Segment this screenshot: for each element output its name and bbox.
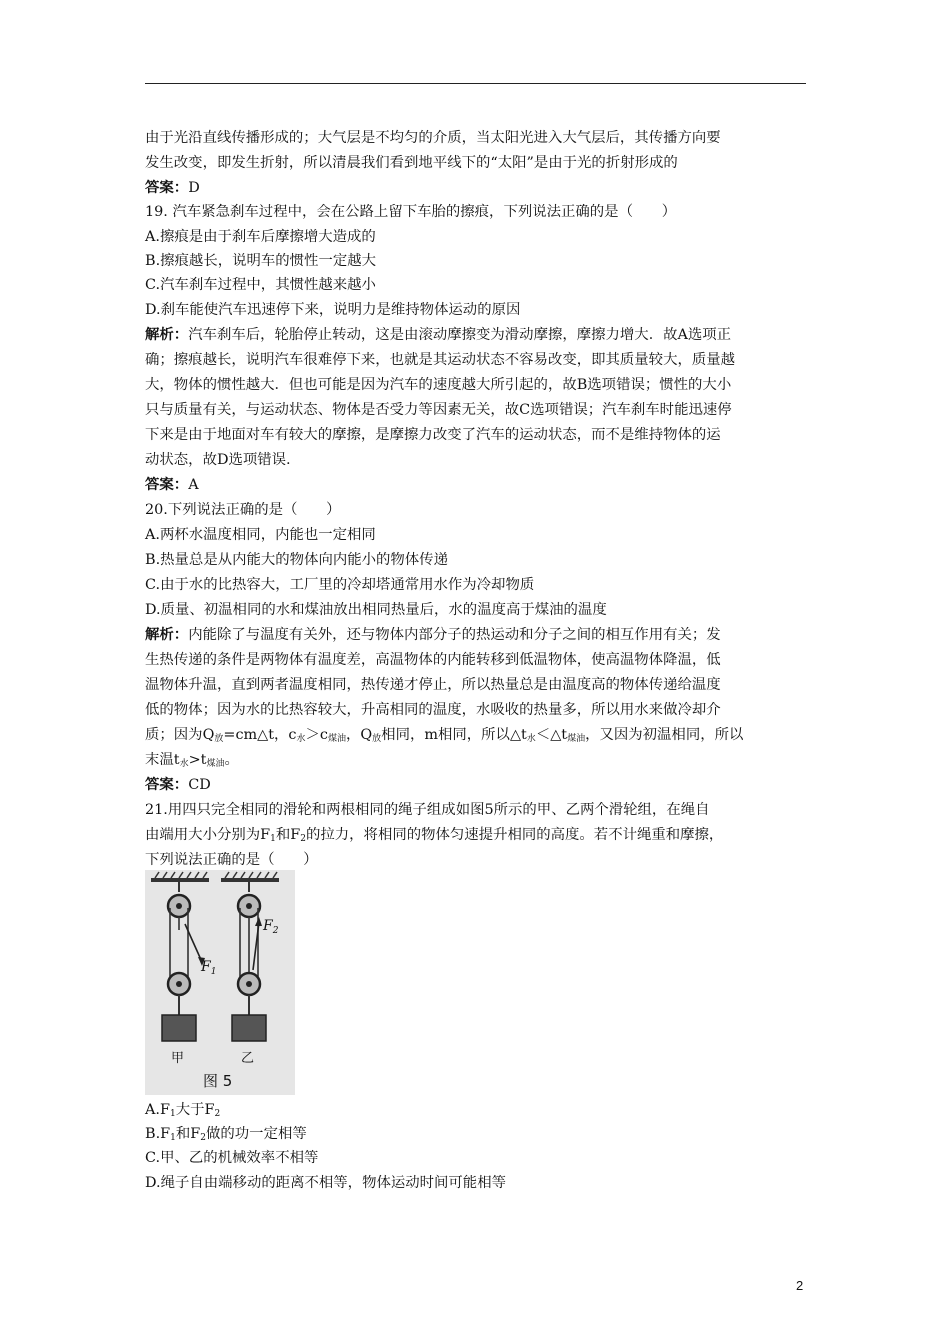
- line-text: C.由于水的比热容大，工厂里的冷却塔通常用水作为冷却物质: [145, 577, 535, 593]
- text-line: [145, 202, 810, 222]
- text-line: [145, 700, 810, 720]
- line-text: A.两杯水温度相同，内能也一定相同: [145, 527, 376, 543]
- labeled-line: [145, 325, 810, 345]
- subscript: 煤油: [206, 759, 225, 769]
- subscript: 2: [214, 1109, 221, 1119]
- line-text: 由于光沿直线传播形成的；大气层是不均匀的介质，当太阳光进入大气层后，其传播方向要: [145, 130, 721, 146]
- text-run: 和F: [175, 1126, 201, 1142]
- line-text: D.刹车能使汽车迅速停下来，说明力是维持物体运动的原因: [145, 302, 521, 318]
- label-yi: 乙: [241, 1051, 255, 1066]
- text-run: =cm△t，c: [223, 727, 297, 743]
- header-rule: [145, 83, 806, 84]
- option-21-a: [145, 1100, 810, 1124]
- text-run: ，又因为初温相同，所以: [585, 727, 744, 743]
- text-line: [145, 300, 810, 320]
- text-run: ＞c: [305, 727, 328, 743]
- subscript: 煤油: [567, 734, 586, 744]
- line-text: A: [188, 477, 199, 493]
- answer-20: [145, 775, 810, 795]
- q21-line-3: [145, 850, 810, 870]
- text-line: [145, 227, 810, 247]
- line-label: 解析：: [145, 327, 189, 343]
- line-text: 内能除了与温度有关外，还与物体内部分子的热运动和分子之间的相互作用有关；发: [188, 627, 721, 643]
- text-run: D.绳子自由端移动的距离不相等，物体运动时间可能相等: [145, 1175, 506, 1191]
- line-text: B.热量总是从内能大的物体向内能小的物体传递: [145, 552, 448, 568]
- q21-line-1: [145, 800, 810, 820]
- label-f1: $F_1$: [201, 959, 217, 977]
- line-text: 发生改变，即发生折射，所以清晨我们看到地平线下的“太阳”是由于光的折射形成的: [145, 155, 678, 171]
- text-line: [145, 153, 810, 173]
- labeled-line: [145, 475, 810, 495]
- formula-line-2: [145, 750, 810, 774]
- text-run: 做的功一定相等: [206, 1126, 307, 1142]
- text-line: [145, 425, 810, 445]
- subscript: 2: [200, 1133, 206, 1143]
- line-label: 答案：: [145, 477, 189, 493]
- text-run: 末温t: [145, 752, 180, 768]
- text-run: 21.用四只完全相同的滑轮和两根相同的绳子组成如图5所示的甲、乙两个滑轮组，在绳自: [145, 802, 710, 818]
- subscript: 1: [170, 1133, 176, 1143]
- text-line: [145, 251, 810, 271]
- subscript: 水: [526, 734, 536, 744]
- pulley-diagram: [145, 870, 295, 1095]
- page-number: 2: [796, 1278, 804, 1293]
- line-text: 大，物体的惯性越大．但也可能是因为汽车的速度越大所引起的，故B选项错误；惯性的大小: [145, 377, 732, 393]
- line-text: 确；擦痕越长，说明汽车很难停下来，也就是其运动状态不容易改变，即其质量较大，质量越: [145, 352, 736, 368]
- load-block-jia: [162, 1015, 196, 1041]
- text-run: C.甲、乙的机械效率不相等: [145, 1150, 319, 1166]
- line-label: 解析：: [145, 627, 189, 643]
- answer-label: 答案：: [145, 777, 189, 793]
- subscript: 煤油: [327, 734, 346, 744]
- text-run: >t: [188, 752, 207, 768]
- text-line: [145, 575, 810, 595]
- text-run: 相同，m相同，所以△t: [381, 727, 527, 743]
- line-text: C.汽车刹车过程中，其惯性越来越小: [145, 277, 376, 293]
- formula-line-1: [145, 725, 810, 749]
- text-run: 和F: [275, 827, 301, 843]
- text-line: [145, 675, 810, 695]
- line-text: B.擦痕越长，说明车的惯性一定越大: [145, 253, 377, 269]
- answer-value: CD: [188, 777, 211, 793]
- text-line: [145, 500, 810, 520]
- line-text: 20.下列说法正确的是（ ）: [145, 502, 341, 518]
- text-run: B.F: [145, 1126, 171, 1142]
- pulley-figure: [145, 870, 295, 1095]
- text-line: [145, 400, 810, 420]
- figure-caption: 图 5: [203, 1072, 233, 1090]
- line-text: A.擦痕是由于刹车后摩擦增大造成的: [145, 229, 376, 245]
- text-line: [145, 450, 810, 470]
- line-text: D: [188, 180, 200, 196]
- labeled-line: [145, 178, 810, 198]
- load-block-yi: [232, 1015, 266, 1041]
- label-jia: 甲: [171, 1051, 185, 1066]
- subscript: 水: [179, 759, 189, 769]
- line-text: 温物体升温，直到两者温度相同，热传递才停止，所以热量总是由温度高的物体传递给温度: [145, 677, 721, 693]
- subscript: 1: [270, 834, 276, 844]
- text-line: [145, 128, 810, 148]
- text-run: 质；因为Q: [145, 727, 215, 743]
- text-line: [145, 275, 810, 295]
- text-run: 。: [224, 752, 239, 768]
- text-run: ，Q: [345, 727, 373, 743]
- text-line: [145, 550, 810, 570]
- text-run: 的拉力，将相同的物体匀速提升相同的高度。若不计绳重和摩擦，: [305, 827, 724, 843]
- text-run: 下列说法正确的是（ ）: [145, 852, 318, 868]
- subscript: 水: [296, 734, 306, 744]
- subscript: 放: [372, 734, 382, 744]
- option-21-c: [145, 1148, 810, 1168]
- line-text: 汽车刹车后，轮胎停止转动，这是由滚动摩擦变为滑动摩擦，摩擦力增大．故A选项正: [188, 327, 732, 343]
- line-text: D.质量、初温相同的水和煤油放出相同热量后，水的温度高于煤油的温度: [145, 602, 607, 618]
- line-text: 19. 汽车紧急刹车过程中，会在公路上留下车胎的擦痕，下列说法正确的是（ ）: [145, 204, 677, 220]
- labeled-line: [145, 625, 810, 645]
- line-text: 生热传递的条件是两物体有温度差，高温物体的内能转移到低温物体，使高温物体降温，低: [145, 652, 721, 668]
- option-21-b: [145, 1124, 810, 1148]
- text-line: [145, 600, 810, 620]
- label-f2: $F_2$: [263, 918, 279, 936]
- text-line: [145, 525, 810, 545]
- text-run: 大于F: [175, 1102, 215, 1118]
- subscript: 2: [300, 834, 306, 844]
- text-run: 由端用大小分别为F: [145, 827, 271, 843]
- text-run: ＜△t: [535, 727, 568, 743]
- line-text: 低的物体；因为水的比热容较大，升高相同的温度，水吸收的热量多，所以用水来做冷却介: [145, 702, 721, 718]
- line-text: 动状态，故D选项错误.: [145, 452, 291, 468]
- subscript: 1: [169, 1109, 176, 1119]
- text-line: [145, 650, 810, 670]
- text-run: A.F: [145, 1102, 170, 1118]
- subscript: 放: [214, 734, 224, 744]
- line-text: 只与质量有关，与运动状态、物体是否受力等因素无关，故C选项错误；汽车刹车时能迅速停: [145, 402, 732, 418]
- line-label: 答案：: [145, 180, 189, 196]
- text-line: [145, 350, 810, 370]
- q21-line-2: [145, 825, 810, 849]
- option-21-d: [145, 1173, 810, 1193]
- line-text: 下来是由于地面对车有较大的摩擦，是摩擦力改变了汽车的运动状态，而不是维持物体的运: [145, 427, 721, 443]
- text-line: [145, 375, 810, 395]
